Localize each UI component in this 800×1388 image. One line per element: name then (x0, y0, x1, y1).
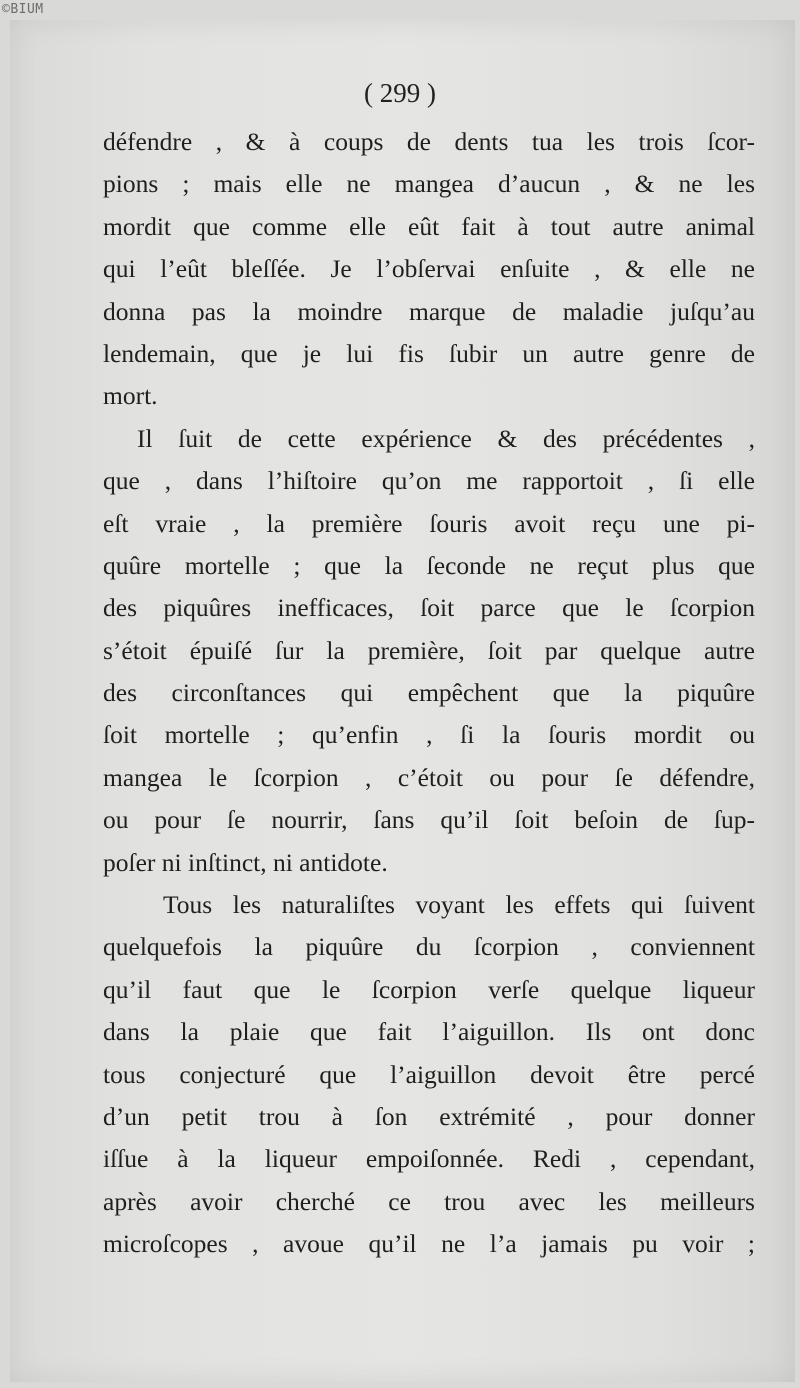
text-line: Tous les naturaliſtes voyant les effets qui ſuivent (163, 890, 755, 920)
text-line: mangea le ſcorpion , c’étoit ou pour ſe défendre, (103, 762, 755, 792)
text-line: défendre , & à coups de dents tua les trois ſcor- (103, 127, 755, 156)
page-number: ( 299 ) (364, 78, 436, 108)
text-line: qu’il faut que le ſcorpion verſe quelque liqueur (103, 974, 755, 1004)
text-block (103, 121, 755, 1266)
text-line: quelquefois la piquûre du ſcorpion , conviennent (103, 932, 755, 962)
text-line: des piquûres inefficaces, ſoit parce que le ſcorpion (103, 593, 755, 623)
text-line: lendemain, que je lui fis ſubir un autre genre de (103, 338, 755, 368)
paragraph-1 (103, 121, 755, 418)
text-line: s’étoit épuiſé ſur la première, ſoit par quelque autre (103, 635, 755, 665)
paragraph-3 (103, 884, 755, 1266)
text-line: d’un petit trou à ſon extrémité , pour donner (103, 1101, 755, 1131)
paragraph-2 (103, 418, 755, 884)
text-line: dans la plaie que fait l’aiguillon. Ils ont donc (103, 1017, 755, 1047)
text-line: pions ; mais elle ne mangea d’aucun , & ne les (103, 169, 755, 199)
text-line: Il ſuit de cette expérience & des précédentes , (137, 423, 755, 453)
text-line: poſer ni inſtinct, ni antidote. (103, 847, 388, 877)
text-line: mort. (103, 381, 158, 411)
text-line: mordit que comme elle eût fait à tout autre animal (103, 211, 755, 241)
text-line: qui l’eût bleſſée. Je l’obſervai enſuite , & elle ne (103, 254, 755, 284)
text-line: microſcopes , avoue qu’il ne l’a jamais pu voir ; (103, 1229, 755, 1259)
text-line: quûre mortelle ; que la ſeconde ne reçut plus que (103, 550, 755, 580)
text-line: ſoit mortelle ; qu’enfin , ſi la ſouris mordit ou (103, 720, 755, 750)
text-line: donna pas la moindre marque de maladie juſqu’au (103, 296, 755, 326)
text-line: après avoir cherché ce trou avec les meilleurs (103, 1186, 755, 1216)
text-line: que , dans l’hiſtoire qu’on me rapportoit , ſi elle (103, 466, 755, 496)
text-line: iſſue à la liqueur empoiſonnée. Redi , cependant, (103, 1144, 755, 1174)
text-line: eſt vraie , la première ſouris avoit reçu une pi- (103, 508, 755, 538)
text-line: ou pour ſe nourrir, ſans qu’il ſoit beſoin de ſup- (103, 805, 755, 835)
watermark: ©BIUM (2, 2, 44, 17)
text-line: des circonſtances qui empêchent que la piquûre (103, 678, 755, 708)
text-line: tous conjecturé que l’aiguillon devoit être percé (103, 1059, 755, 1089)
